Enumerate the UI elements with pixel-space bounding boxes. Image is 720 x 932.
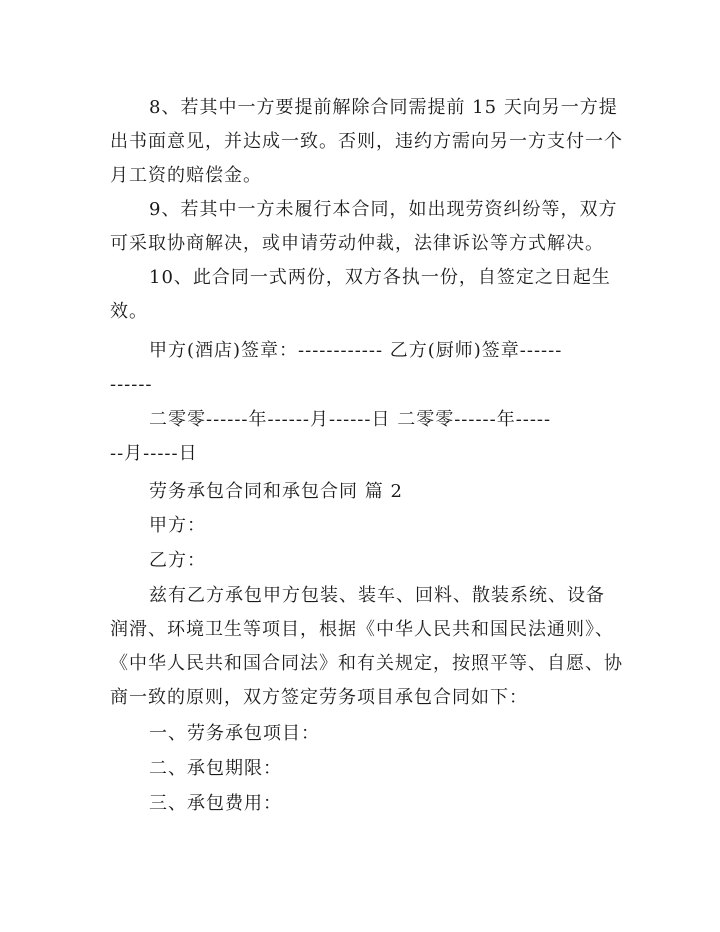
text-line: 效。 xyxy=(110,301,148,322)
text-line: 可采取协商解决，或申请劳动仲裁，法律诉讼等方式解决。 xyxy=(110,233,604,254)
text-line: 9、若其中一方未履行本合同，如出现劳资纠纷等，双方 xyxy=(149,199,618,220)
text-line: 润滑、环境卫生等项目，根据《中华人民共和国民法通则》、 xyxy=(110,619,614,640)
clause-heading: 三、承包费用： xyxy=(149,793,282,814)
text-line: 《中华人民共和国合同法》和有关规定，按照平等、自愿、协 xyxy=(110,653,623,674)
text-line: 10、此合同一式两份，双方各执一份，自签定之日起生 xyxy=(149,267,611,288)
clause-heading: 二、承包期限： xyxy=(149,758,282,779)
party-a-label: 甲方： xyxy=(149,515,206,536)
date-line: --月-----日 xyxy=(110,443,198,464)
section-title: 劳务承包合同和承包合同 篇 2 xyxy=(149,481,403,502)
text-line: 商一致的原则，双方签定劳务项目承包合同如下： xyxy=(110,687,528,708)
signature-line: ------ xyxy=(110,374,153,395)
date-line: 二零零------年------月------日 二零零------年----- xyxy=(149,409,552,430)
signature-line: 甲方(酒店)签章：------------ 乙方(厨师)签章------ xyxy=(149,340,563,361)
party-b-label: 乙方： xyxy=(149,550,206,571)
text-line: 月工资的赔偿金。 xyxy=(110,165,262,186)
text-line: 出书面意见，并达成一致。否则，违约方需向另一方支付一个 xyxy=(110,131,623,152)
text-line: 兹有乙方承包甲方包装、装车、回料、散装系统、设备 xyxy=(149,585,605,606)
text-line: 8、若其中一方要提前解除合同需提前 15 天向另一方提 xyxy=(149,97,618,118)
clause-heading: 一、劳务承包项目： xyxy=(149,723,320,744)
